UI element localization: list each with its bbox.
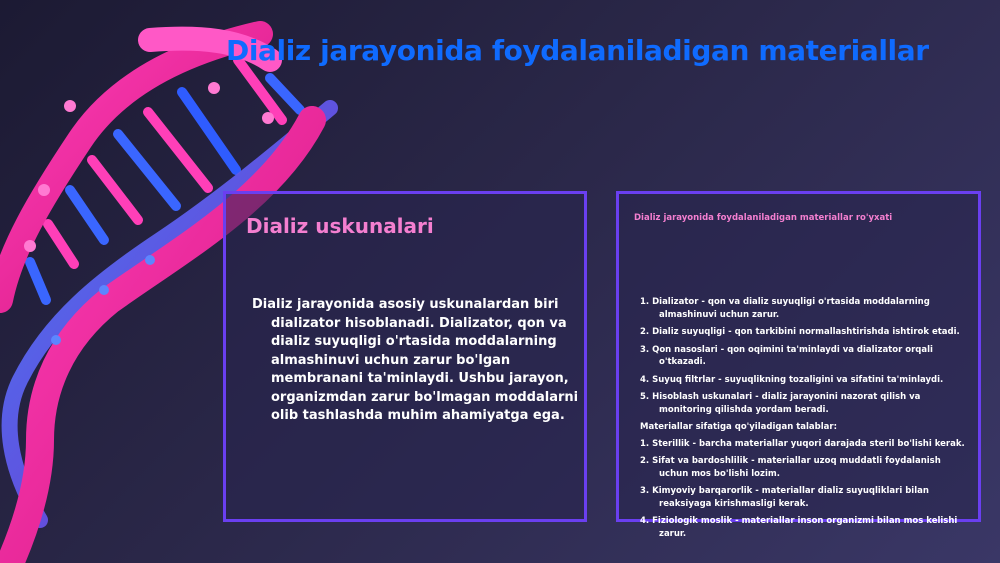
list-item: 1. Dializator - qon va dializ suyuqligi o'rtasida moddalarning almashinuvi uchun zarur.: [640, 297, 930, 320]
list-item: 2. Sifat va bardoshlilik - materiallar uzoq muddatli foydalanish uchun mos bo'lishi lozim.: [640, 456, 941, 479]
requirements-heading: Materiallar sifatiga qo'yiladigan talablar:: [640, 422, 837, 432]
equipment-heading: Dializ uskunalari: [246, 214, 434, 238]
equipment-card: [223, 191, 587, 522]
materials-card: [616, 191, 981, 539]
list-item: 3. Kimyoviy barqarorlik - materiallar dializ suyuqliklari bilan reaksiyaga kirishmasligi kerak.: [640, 486, 929, 509]
materials-list-heading: Dializ jarayonida foydalaniladigan materiallar ro'yxati: [634, 213, 893, 223]
list-item: 1. Sterillik - barcha materiallar yuqori darajada steril bo'lishi kerak.: [640, 438, 965, 449]
list-item: 4. Fiziologik moslik - materiallar inson organizmi bilan mos kelishi zarur.: [640, 516, 958, 539]
list-item: 5. Hisoblash uskunalari - dializ jarayonini nazorat qilish va monitoring qilishda yordam beradi.: [640, 392, 921, 415]
list-item: 4. Suyuq filtrlar - suyuqlikning tozaligini va sifatini ta'minlaydi.: [640, 374, 944, 385]
list-item: 2. Dializ suyuqligi - qon tarkibini normallashtirishda ishtirok etadi.: [640, 327, 960, 337]
list-item: 3. Qon nasoslari - qon oqimini ta'minlaydi va dializator orqali o'tkazadi.: [640, 344, 933, 367]
equipment-description: Dializ jarayonida asosiy uskunalardan biri dializator hisoblanadi. Dializator, qon va dializ suyuqligi o'rtasida moddalarning almashinuvi uchun zarur bo'lgan membranani ta'minlaydi. Ushbu jarayon, organizmdan zarur bo'lmagan moddalarni olib tashlashda muhim ahamiyatga ega.: [252, 297, 579, 423]
materials-list: [640, 296, 970, 545]
page-title: Dializ jarayonida foydalaniladigan materiallar: [226, 34, 929, 67]
